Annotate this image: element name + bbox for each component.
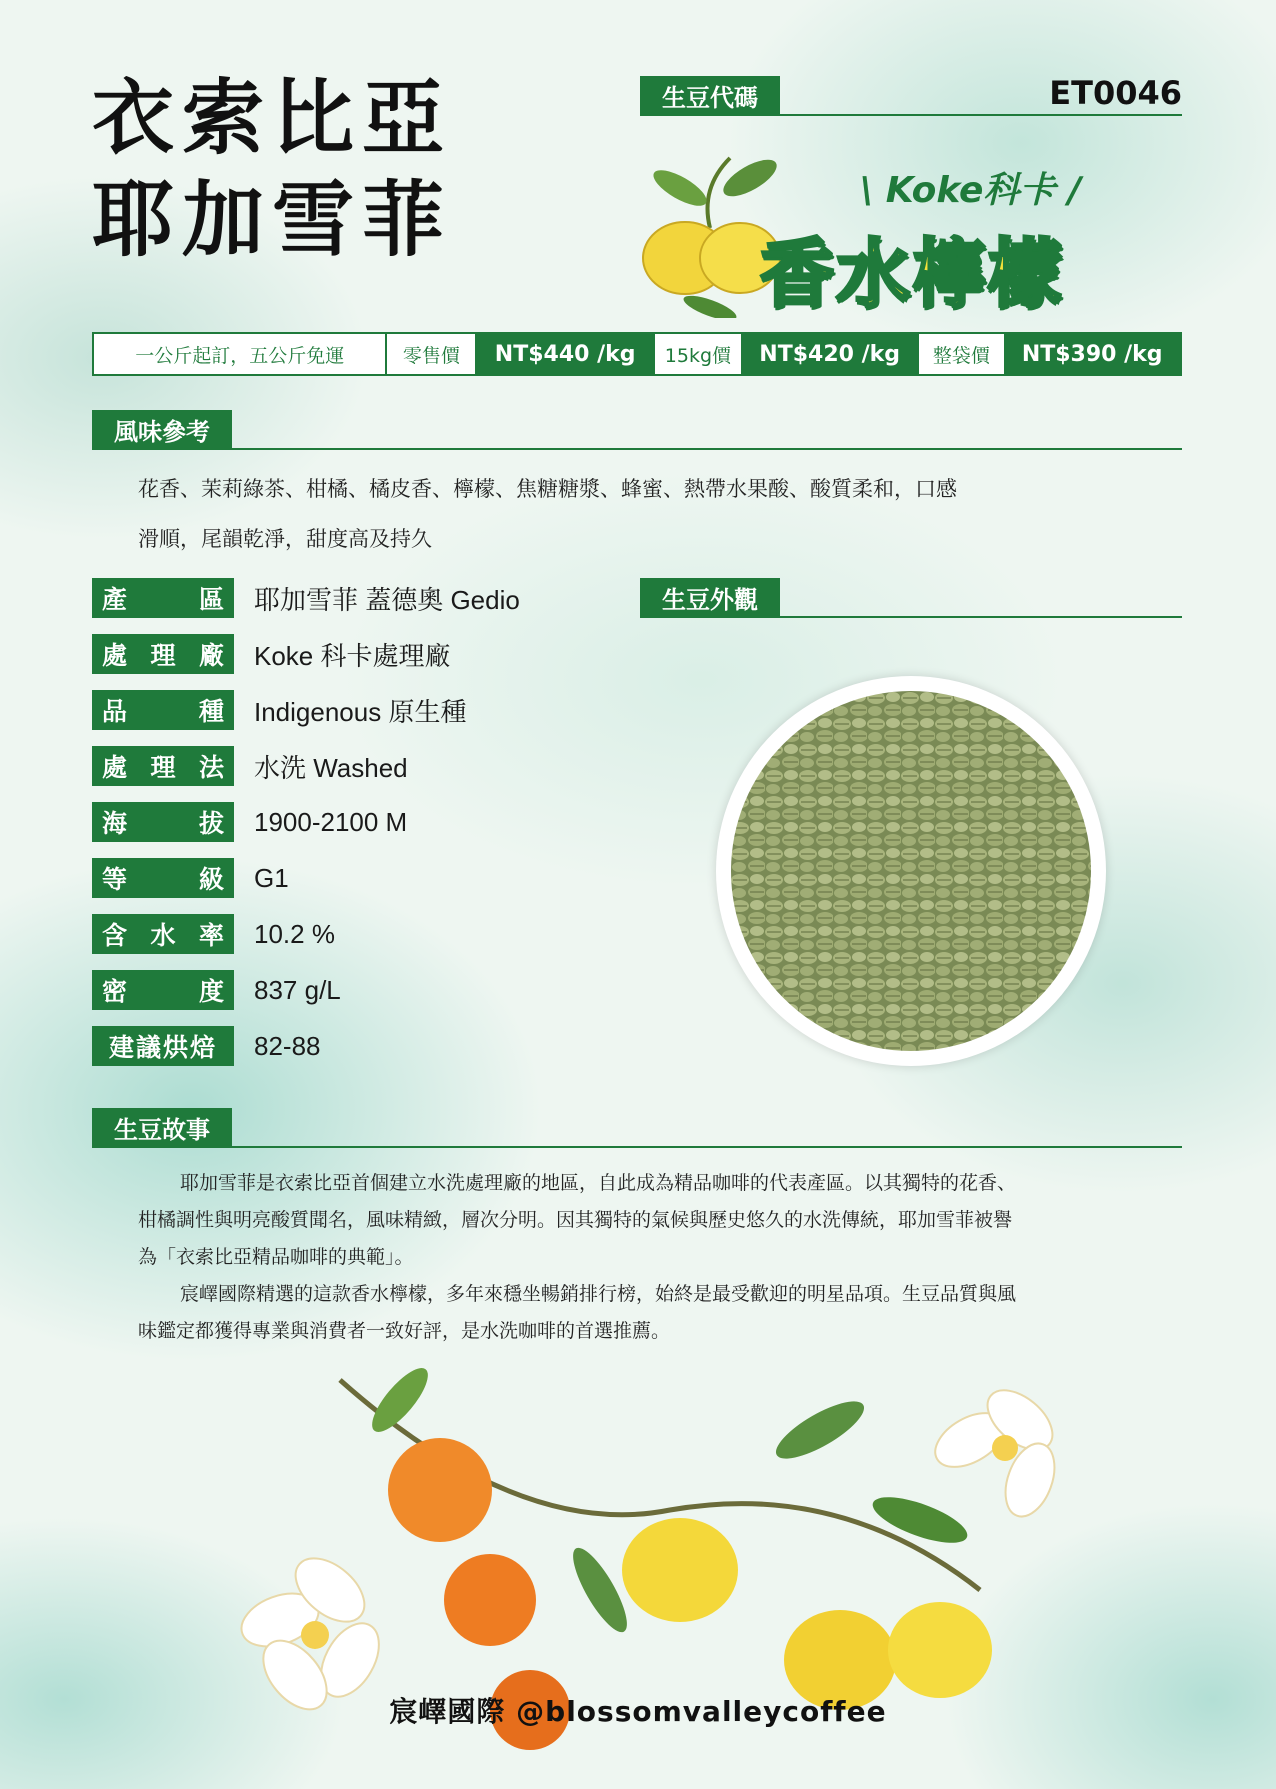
logo-title: 香水檸檬 [760,231,1064,317]
spec-row-variety: 品 種 Indigenous 原生種 [92,690,466,730]
story-heading: 生豆故事 [92,1108,232,1146]
logo-subtitle: \ Koke科卡 / [860,170,1082,211]
appearance-heading: 生豆外觀 [640,578,780,616]
retail-label: 零售價 [387,334,475,374]
spec-row-grade: 等 級 G1 [92,858,289,898]
bulk-price: NT$420 /kg [741,334,919,374]
story-text: 耶加雪菲是衣索比亞首個建立水洗處理廠的地區，自此成為精品咖啡的代表產區。以其獨特的花香、 柑橘調性與明亮酸質聞名，風味精緻，層次分明。因其獨特的氣候與歷史悠久的水洗傳統，耶加雪菲被譽 為「衣索比亞精品咖啡的典範」。 宸嶧國際精選的這款香水檸檬，多年來穩坐暢銷排行榜，始終是最受歡迎的明星品項。生豆品質與風 味鑑定都獲得專業與消費者一致好評，是水洗咖啡的首選推薦。 [138,1172,1017,1342]
spec-row-region: 產 區 耶加雪菲 蓋德奧 Gedio [92,578,520,618]
bean-photo-frame [716,676,1106,1066]
spec-row-process: 處 理 法 水洗 Washed [92,746,408,786]
bag-label: 整袋價 [919,334,1005,374]
retail-price: NT$440 /kg [475,334,655,374]
title-line-2: 耶加雪菲 [92,173,453,268]
title-line-1: 衣索比亞 [92,71,453,166]
spec-row-roast: 建議烘焙 82-88 [92,1026,321,1066]
bulk-label: 15kg價 [655,334,741,374]
flavor-heading: 風味參考 [92,410,232,448]
flavor-rule [92,448,1182,450]
appearance-rule [640,616,1182,618]
story-rule [92,1146,1182,1148]
spec-row-mill: 處 理 廠 Koke 科卡處理廠 [92,634,451,674]
price-bar [92,332,1182,376]
code-rule [640,114,1182,116]
spec-row-moisture: 含 水 率 10.2 % [92,914,335,954]
footer-brand: 宸嶧國際 @blossomvalleycoffee [389,1695,887,1728]
code-label: 生豆代碼 [640,76,780,114]
spec-row-density: 密 度 837 g/L [92,970,341,1010]
green-beans-icon [731,691,1091,1051]
code-value: ET0046 [1049,74,1182,112]
flavor-notes: 花香、茉莉綠茶、柑橘、橘皮香、檸檬、焦糖糖漿、蜂蜜、熱帶水果酸、酸質柔和，口感 滑順，尾韻乾淨，甜度高及持久 [138,477,957,551]
bag-price: NT$390 /kg [1004,334,1180,374]
spec-row-altitude: 海 拔 1900-2100 M [92,802,407,842]
order-note: 一公斤起訂，五公斤免運 [94,334,387,374]
